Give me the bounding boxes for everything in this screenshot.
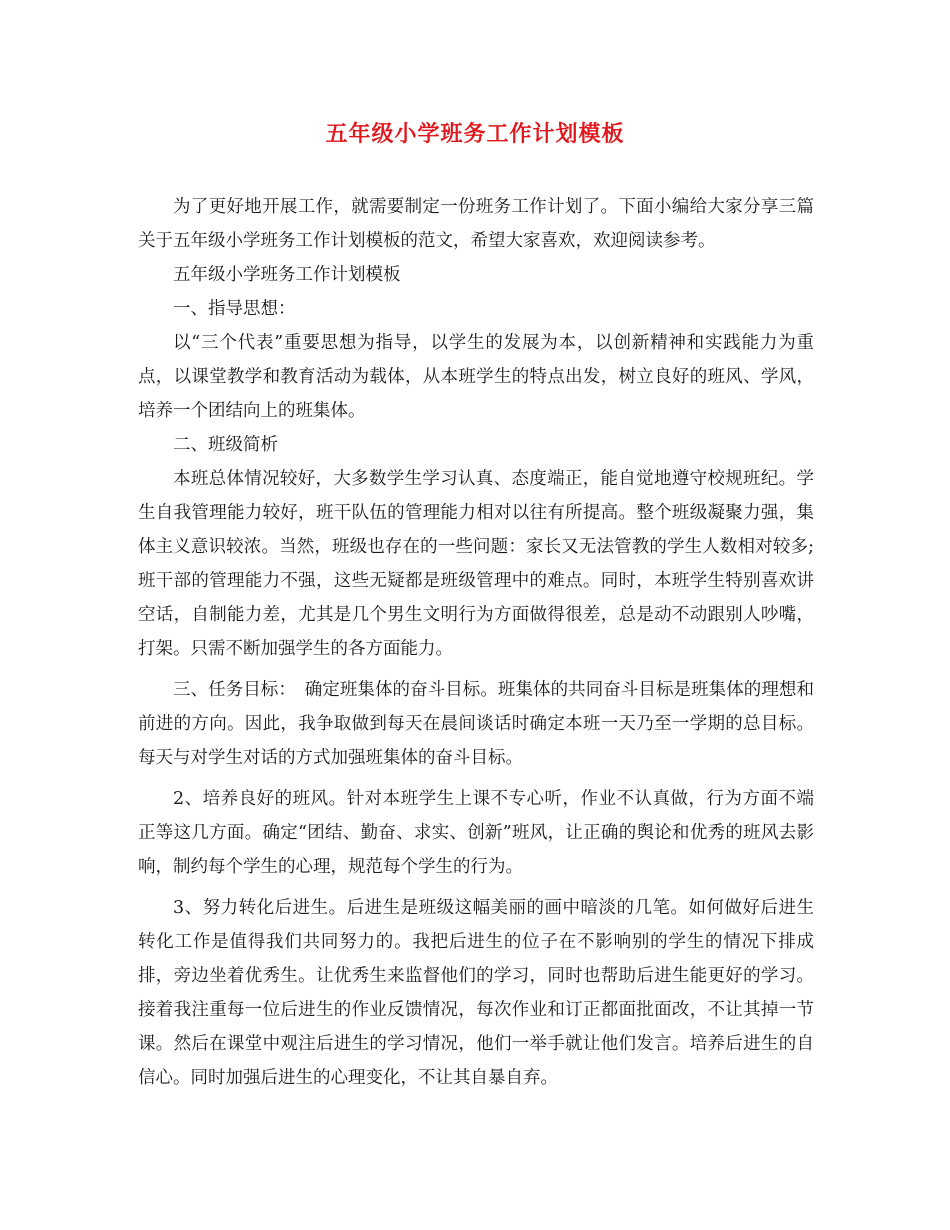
- document-title: 五年级小学班务工作计划模板: [325, 121, 625, 147]
- underachievers-paragraph: 3、努力转化后进生。后进生是班级这幅美丽的画中暗淡的几笔。如何做好后进生转化工作是值得我们共同努力的。我把后进生的位子在不影响别的学生的情况下排成排，旁边坐着优秀生。让优秀生来监督他们的学习，同时也帮助后进生能更好的学习。接着我注重每一位后进生的作业反馈情况，每次作业和订正都面批面改，不让其掉一节课。然后在课堂中观注后进生的学习情况，他们一举手就让他们发言。培养后进生的自信心。同时加强后进生的心理变化，不让其自暴自弃。: [138, 898, 814, 1088]
- class-analysis-paragraph: 本班总体情况较好，大多数学生学习认真、态度端正，能自觉地遵守校规班纪。学生自我管理能力较好，班干队伍的管理能力相对以往有所提高。整个班级凝聚力强，集体主义意识较浓。当然，班级也存在的一些问题：家长又无法管教的学生人数相对较多;班干部的管理能力不强，这些无疑都是班级管理中的难点。同时，本班学生特别喜欢讲空话，自制能力差，尤其是几个男生文明行为方面做得很差，总是动不动跟别人吵嘴，打架。只需不断加强学生的各方面能力。: [138, 469, 814, 659]
- class-style-paragraph: 2、培养良好的班风。针对本班学生上课不专心听，作业不认真做，行为方面不端正等这几方面。确定“团结、勤奋、求实、创新”班风，让正确的舆论和优秀的班风去影响，制约每个学生的心理，规范每个学生的行为。: [138, 789, 814, 877]
- task-goals-paragraph: 三、任务目标： 确定班集体的奋斗目标。班集体的共同奋斗目标是班集体的理想和前进的方向。因此，我争取做到每天在晨间谈话时确定本班一天乃至一学期的总目标。每天与对学生对话的方式加强班集体的奋斗目标。: [138, 680, 814, 768]
- intro-paragraph: 为了更好地开展工作，就需要制定一份班务工作计划了。下面小编给大家分享三篇关于五年级小学班务工作计划模板的范文，希望大家喜欢，欢迎阅读参考。: [138, 197, 814, 251]
- document-body: [138, 190, 814, 1095]
- section-heading-guiding-thought: 一、指导思想：: [173, 299, 296, 319]
- section-heading-class-analysis: 二、班级简析: [173, 435, 278, 455]
- subtitle-paragraph: 五年级小学班务工作计划模板: [173, 265, 401, 285]
- guiding-thought-paragraph: 以“三个代表”重要思想为指导，以学生的发展为本，以创新精神和实践能力为重点，以课堂教学和教育活动为载体，从本班学生的特点出发，树立良好的班风、学风，培养一个团结向上的班集体。: [138, 333, 814, 421]
